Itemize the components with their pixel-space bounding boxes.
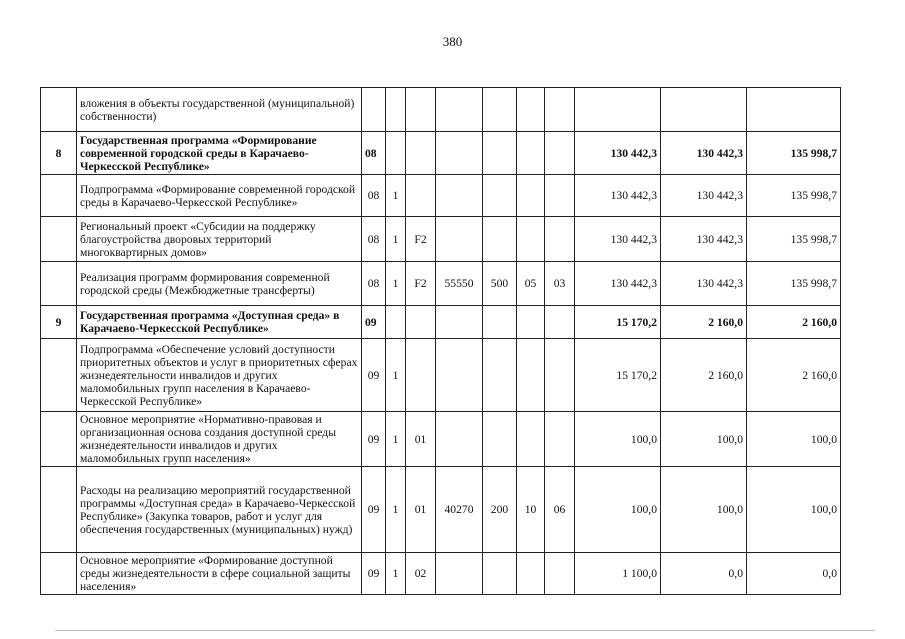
code-program: 09 (362, 553, 386, 595)
code-project (406, 88, 436, 132)
table-row (41, 88, 841, 132)
code-program: 09 (362, 306, 386, 339)
code-direction (436, 217, 483, 262)
row-number (41, 262, 77, 306)
code-direction (436, 132, 483, 175)
code-subprogram (386, 88, 406, 132)
amount-year-3: 135 998,7 (747, 262, 841, 306)
code-expense-type (483, 339, 517, 412)
table-row (41, 467, 841, 553)
page-number: 380 (442, 34, 463, 49)
amount-year-1: 100,0 (575, 412, 661, 467)
code-subprogram: 1 (386, 217, 406, 262)
code-section (517, 88, 545, 132)
code-program: 09 (362, 412, 386, 467)
amount-year-3: 100,0 (747, 412, 841, 467)
row-number (41, 553, 77, 595)
row-number (41, 175, 77, 217)
code-subsection (545, 175, 575, 217)
row-number (41, 467, 77, 553)
code-project (406, 132, 436, 175)
table-row (41, 175, 841, 217)
code-subprogram: 1 (386, 262, 406, 306)
row-number (41, 88, 77, 132)
code-program: 09 (362, 467, 386, 553)
row-name: Расходы на реализацию мероприятий государственной программы «Доступная среда» в Карачаево-Черкесской Республике» (Закупка товаров, работ и услуг для обеспечения государственных (муниципальных) нужд) (77, 467, 362, 553)
amount-year-1: 130 442,3 (575, 132, 661, 175)
code-direction: 40270 (436, 467, 483, 553)
amount-year-1: 130 442,3 (575, 217, 661, 262)
table-row (41, 412, 841, 467)
code-expense-type (483, 88, 517, 132)
amount-year-2: 100,0 (661, 467, 747, 553)
code-project: F2 (406, 262, 436, 306)
code-section (517, 217, 545, 262)
code-project: 02 (406, 553, 436, 595)
code-program: 08 (362, 262, 386, 306)
code-subsection (545, 339, 575, 412)
code-direction: 55550 (436, 262, 483, 306)
row-number (41, 339, 77, 412)
amount-year-1: 130 442,3 (575, 262, 661, 306)
row-name: Государственная программа «Доступная среда» в Карачаево-Черкесской Республике» (77, 306, 362, 339)
amount-year-3: 135 998,7 (747, 132, 841, 175)
row-name: Региональный проект «Субсидии на поддержку благоустройства дворовых территорий многоквартирных домов» (77, 217, 362, 262)
row-name: вложения в объекты государственной (муниципальной) собственности) (77, 88, 362, 132)
bottom-rule (55, 630, 875, 631)
code-subsection (545, 412, 575, 467)
code-expense-type: 200 (483, 467, 517, 553)
code-subprogram: 1 (386, 175, 406, 217)
amount-year-2: 130 442,3 (661, 132, 747, 175)
code-section (517, 306, 545, 339)
amount-year-1: 100,0 (575, 467, 661, 553)
code-program: 09 (362, 339, 386, 412)
row-number: 8 (41, 132, 77, 175)
amount-year-2: 100,0 (661, 412, 747, 467)
code-subsection (545, 306, 575, 339)
row-name: Основное мероприятие «Нормативно-правовая и организационная основа создания доступной среды жизнедеятельности инвалидов и других маломобильных групп населения» (77, 412, 362, 467)
amount-year-3: 2 160,0 (747, 306, 841, 339)
code-section (517, 412, 545, 467)
amount-year-2: 130 442,3 (661, 175, 747, 217)
row-name: Подпрограмма «Формирование современной городской среды в Карачаево-Черкесской Республике» (77, 175, 362, 217)
code-program (362, 88, 386, 132)
row-name: Государственная программа «Формирование современной городской среды в Карачаево-Черкесской Республике» (77, 132, 362, 175)
amount-year-1: 1 100,0 (575, 553, 661, 595)
code-direction (436, 412, 483, 467)
code-direction (436, 175, 483, 217)
amount-year-2: 0,0 (661, 553, 747, 595)
code-direction (436, 553, 483, 595)
budget-table (40, 87, 841, 595)
amount-year-1: 15 170,2 (575, 339, 661, 412)
code-section (517, 132, 545, 175)
row-number (41, 412, 77, 467)
code-expense-type (483, 553, 517, 595)
code-program: 08 (362, 132, 386, 175)
row-number (41, 217, 77, 262)
code-subprogram (386, 132, 406, 175)
amount-year-2: 2 160,0 (661, 306, 747, 339)
amount-year-2: 130 442,3 (661, 262, 747, 306)
code-expense-type (483, 306, 517, 339)
table-row (41, 262, 841, 306)
amount-year-1: 15 170,2 (575, 306, 661, 339)
code-expense-type (483, 132, 517, 175)
code-subprogram: 1 (386, 553, 406, 595)
amount-year-1 (575, 88, 661, 132)
code-expense-type (483, 175, 517, 217)
code-subsection: 06 (545, 467, 575, 553)
code-subprogram: 1 (386, 412, 406, 467)
code-direction (436, 306, 483, 339)
amount-year-3: 100,0 (747, 467, 841, 553)
row-number: 9 (41, 306, 77, 339)
code-subprogram: 1 (386, 467, 406, 553)
code-expense-type (483, 412, 517, 467)
code-subsection (545, 132, 575, 175)
row-name: Основное мероприятие «Формирование доступной среды жизнедеятельности в сфере социальной защиты населения» (77, 553, 362, 595)
amount-year-1: 130 442,3 (575, 175, 661, 217)
code-project: 01 (406, 412, 436, 467)
row-name: Реализация программ формирования современной городской среды (Межбюджетные трансферты) (77, 262, 362, 306)
amount-year-3: 2 160,0 (747, 339, 841, 412)
code-program: 08 (362, 175, 386, 217)
amount-year-3: 135 998,7 (747, 175, 841, 217)
code-section (517, 339, 545, 412)
table-row (41, 553, 841, 595)
code-project (406, 175, 436, 217)
code-subsection: 03 (545, 262, 575, 306)
amount-year-2: 130 442,3 (661, 217, 747, 262)
code-project (406, 306, 436, 339)
code-section (517, 175, 545, 217)
code-section (517, 553, 545, 595)
table-row (41, 339, 841, 412)
code-subsection (545, 217, 575, 262)
code-subprogram (386, 306, 406, 339)
code-expense-type: 500 (483, 262, 517, 306)
code-subsection (545, 553, 575, 595)
amount-year-3 (747, 88, 841, 132)
code-project: F2 (406, 217, 436, 262)
table-row (41, 306, 841, 339)
table-row (41, 132, 841, 175)
code-project: 01 (406, 467, 436, 553)
amount-year-2: 2 160,0 (661, 339, 747, 412)
amount-year-3: 135 998,7 (747, 217, 841, 262)
code-expense-type (483, 217, 517, 262)
code-section: 10 (517, 467, 545, 553)
amount-year-2 (661, 88, 747, 132)
row-name: Подпрограмма «Обеспечение условий доступности приоритетных объектов и услуг в приоритетных сферах жизнедеятельности инвалидов и других маломобильных групп населения в Карачаево-Черкесской Республике» (77, 339, 362, 412)
code-project (406, 339, 436, 412)
table-row (41, 217, 841, 262)
code-direction (436, 88, 483, 132)
code-subprogram: 1 (386, 339, 406, 412)
code-program: 08 (362, 217, 386, 262)
amount-year-3: 0,0 (747, 553, 841, 595)
code-section: 05 (517, 262, 545, 306)
code-subsection (545, 88, 575, 132)
code-direction (436, 339, 483, 412)
